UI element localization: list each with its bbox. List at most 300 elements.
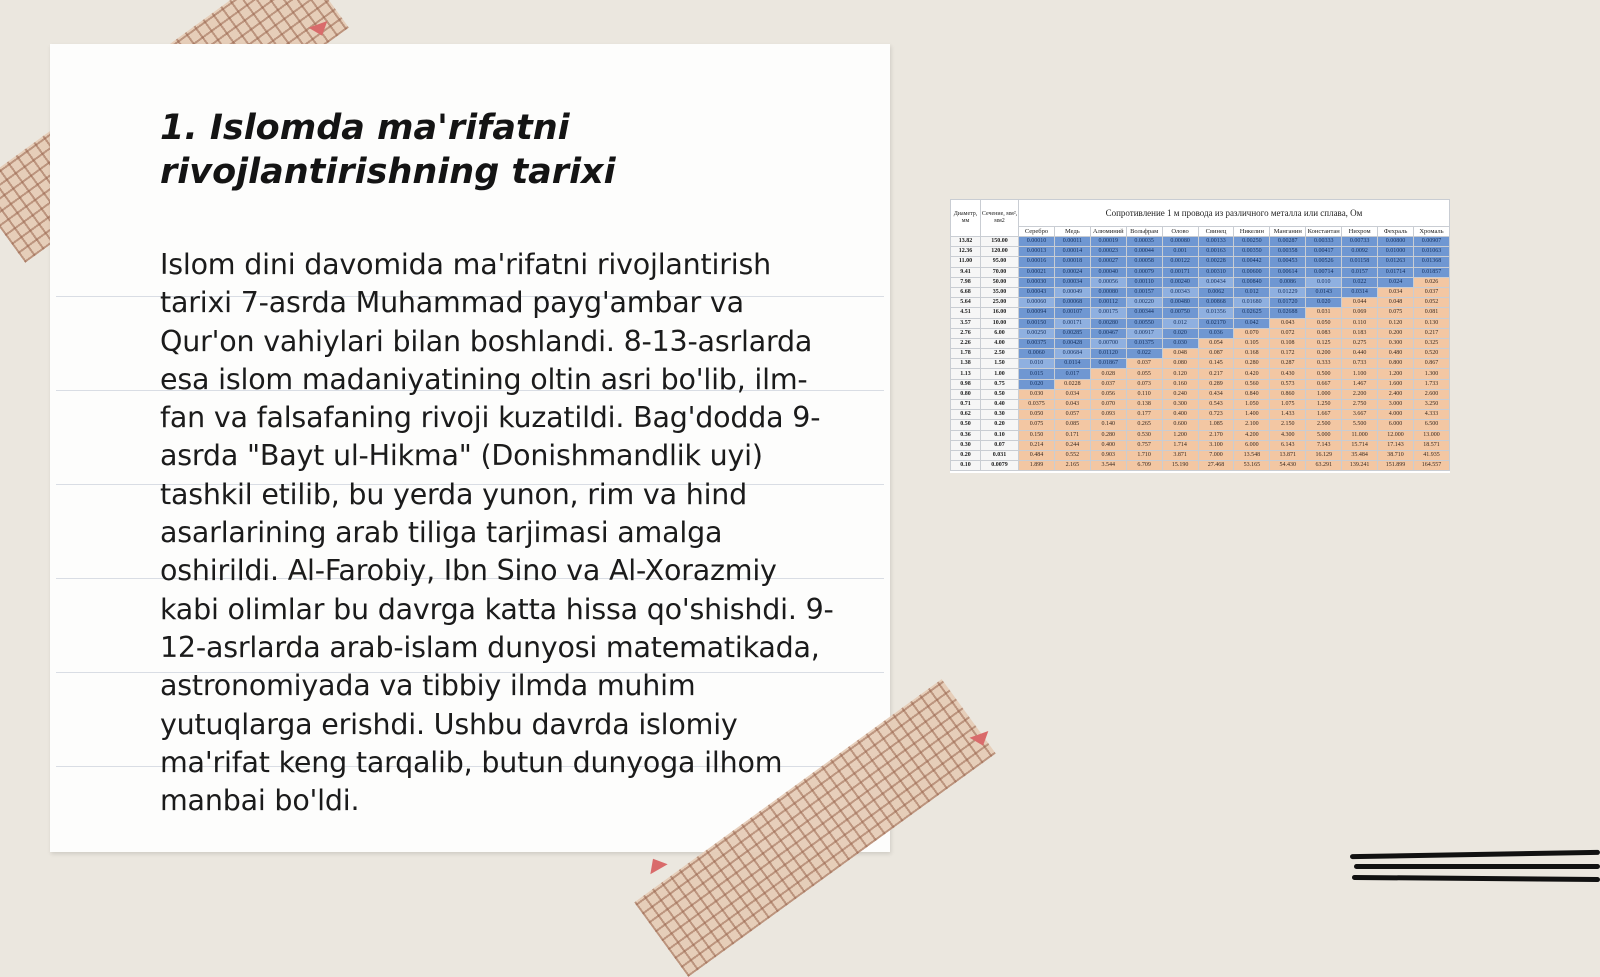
metal-header: Свинец [1198,227,1234,237]
section-header: Сечение, мм², мм2 [981,200,1019,237]
resistance-cell: 0.00228 [1198,257,1234,267]
resistance-cell: 0.01158 [1342,257,1378,267]
resistance-cell: 0.00040 [1090,267,1126,277]
diameter-cell: 7.98 [951,277,981,287]
resistance-cell: 6.000 [1378,420,1414,430]
resistance-cell: 0.01120 [1090,349,1126,359]
resistance-cell: 0.02688 [1270,308,1306,318]
resistance-cell: 0.00800 [1378,237,1414,247]
resistance-cell: 0.022 [1342,277,1378,287]
resistance-cell: 0.031 [1306,308,1342,318]
resistance-cell: 0.085 [1054,420,1090,430]
resistance-cell: 0.01263 [1378,257,1414,267]
resistance-cell: 2.600 [1413,389,1449,399]
resistance-cell: 4.300 [1270,430,1306,440]
section-cell: 10.00 [981,318,1019,328]
resistance-cell: 0.903 [1090,450,1126,460]
resistance-cell: 0.00110 [1126,277,1162,287]
resistance-cell: 0.00333 [1306,237,1342,247]
resistance-cell: 0.00043 [1019,287,1055,297]
table-main-header: Сопротивление 1 м провода из различного металла или сплава, Ом [1019,200,1450,227]
resistance-cell: 0.0060 [1019,349,1055,359]
resistance-cell: 0.010 [1306,277,1342,287]
resistance-cell: 0.00018 [1054,257,1090,267]
resistance-cell: 3.667 [1342,410,1378,420]
table-row [951,430,1450,440]
diameter-cell: 0.30 [951,440,981,450]
table-row [951,369,1450,379]
resistance-cell: 0.434 [1198,389,1234,399]
section-cell: 1.00 [981,369,1019,379]
metal-header: Медь [1054,227,1090,237]
metal-header: Алюминий [1090,227,1126,237]
diameter-cell: 0.50 [951,420,981,430]
table-row [951,237,1450,247]
resistance-cell: 1.667 [1306,410,1342,420]
metal-header: Константан [1307,228,1340,235]
resistance-cell: 2.500 [1306,420,1342,430]
resistance-cell: 0.020 [1019,379,1055,389]
section-cell: 1.50 [981,359,1019,369]
brush-stroke [1352,875,1600,882]
resistance-cell: 27.468 [1198,461,1234,471]
table-row [951,247,1450,257]
resistance-cell: 0.00358 [1270,247,1306,257]
section-cell: 0.40 [981,400,1019,410]
resistance-cell: 0.138 [1126,400,1162,410]
resistance-cell: 0.00080 [1090,287,1126,297]
resistance-cell: 0.00250 [1019,328,1055,338]
resistance-cell: 0.037 [1413,287,1449,297]
resistance-cell: 0.01368 [1413,257,1449,267]
resistance-cell: 0.500 [1306,369,1342,379]
resistance-cell: 0.00840 [1234,277,1270,287]
section-cell: 0.0079 [981,461,1019,471]
metal-header: Хромаль [1413,227,1449,237]
resistance-cell: 0.034 [1054,389,1090,399]
resistance-cell: 0.00917 [1126,328,1162,338]
resistance-cell: 0.012 [1162,318,1198,328]
resistance-cell: 0.012 [1234,287,1270,297]
resistance-cell: 0.800 [1378,359,1414,369]
resistance-cell: 0.573 [1270,379,1306,389]
resistance-cell: 0.048 [1162,349,1198,359]
resistance-cell: 0.028 [1090,369,1126,379]
resistance-cell: 0.00011 [1054,237,1090,247]
section-cell: 4.00 [981,338,1019,348]
resistance-cell: 0.00453 [1270,257,1306,267]
slide-title: 1. Islomda ma'rifatni rivojlantirishning tarixi [160,108,616,192]
metal-header: Манганин [1270,227,1306,237]
resistance-cell: 1.050 [1234,400,1270,410]
resistance-cell: 0.244 [1054,440,1090,450]
diameter-cell: 0.10 [951,461,981,471]
resistance-cell: 0.01680 [1234,298,1270,308]
resistance-cell: 0.00220 [1126,298,1162,308]
resistance-cell: 0.150 [1019,430,1055,440]
resistance-cell: 0.00240 [1162,277,1198,287]
section-cell: 0.10 [981,430,1019,440]
resistance-cell: 0.073 [1126,379,1162,389]
resistance-cell: 0.001 [1162,247,1198,257]
diameter-cell: 4.51 [951,308,981,318]
diameter-cell: 0.98 [951,379,981,389]
resistance-cell: 1.733 [1413,379,1449,389]
resistance-cell: 0.0114 [1054,359,1090,369]
metal-header: Серебро [1019,227,1055,237]
resistance-cell: 0.543 [1198,400,1234,410]
resistance-cell: 0.00614 [1270,267,1306,277]
resistance-cell: 13.548 [1234,450,1270,460]
resistance-cell: 0.075 [1019,420,1055,430]
resistance-cell: 0.072 [1270,328,1306,338]
resistance-cell: 38.710 [1378,450,1414,460]
diameter-cell: 1.13 [951,369,981,379]
resistance-cell: 0.00700 [1090,338,1126,348]
resistance-cell: 0.275 [1342,338,1378,348]
resistance-cell: 0.723 [1198,410,1234,420]
resistance-cell: 0.0092 [1342,247,1378,257]
resistance-cell: 0.057 [1054,410,1090,420]
resistance-cell: 0.00079 [1126,267,1162,277]
resistance-cell: 0.00171 [1162,267,1198,277]
resistance-cell: 2.200 [1342,389,1378,399]
resistance-cell: 0.0228 [1054,379,1090,389]
resistance-cell: 0.552 [1054,450,1090,460]
resistance-cell: 0.00024 [1054,267,1090,277]
resistance-cell: 0.00056 [1090,277,1126,287]
resistance-cell: 0.00600 [1234,267,1270,277]
table-row [951,379,1450,389]
resistance-cell: 0.0143 [1306,287,1342,297]
diameter-cell: 0.20 [951,450,981,460]
resistance-cell: 4.000 [1378,410,1414,420]
resistance-cell: 0.214 [1019,440,1055,450]
resistance-cell: 0.080 [1162,359,1198,369]
resistance-cell: 0.217 [1413,328,1449,338]
section-cell: 150.00 [981,237,1019,247]
resistance-cell: 1.200 [1378,369,1414,379]
diameter-cell: 0.71 [951,400,981,410]
resistance-cell: 1.600 [1378,379,1414,389]
resistance-cell: 1.250 [1306,400,1342,410]
resistance-cell: 17.143 [1378,440,1414,450]
resistance-cell: 0.265 [1126,420,1162,430]
resistance-cell: 0.048 [1378,298,1414,308]
resistance-cell: 0.00733 [1342,237,1378,247]
resistance-cell: 0.667 [1306,379,1342,389]
resistance-cell: 0.00287 [1270,237,1306,247]
resistance-cell: 3.000 [1378,400,1414,410]
resistance-cell: 0.00344 [1126,308,1162,318]
table-row [951,359,1450,369]
section-cell: 95.00 [981,257,1019,267]
resistance-cell: 0.083 [1306,328,1342,338]
resistance-cell: 0.00014 [1054,247,1090,257]
resistance-cell: 1.714 [1162,440,1198,450]
resistance-cell: 0.043 [1054,400,1090,410]
table-row [951,277,1450,287]
resistance-cell: 0.050 [1306,318,1342,328]
resistance-cell: 3.100 [1198,440,1234,450]
resistance-cell: 0.00044 [1126,247,1162,257]
resistance-cell: 0.055 [1126,369,1162,379]
resistance-cell: 0.171 [1054,430,1090,440]
table-row [951,257,1450,267]
resistance-cell: 0.00150 [1019,318,1055,328]
table-row [951,298,1450,308]
resistance-cell: 0.0375 [1019,400,1055,410]
resistance-cell: 0.240 [1162,389,1198,399]
resistance-cell: 0.00107 [1054,308,1090,318]
diameter-cell: 1.38 [951,359,981,369]
resistance-cell: 2.170 [1198,430,1234,440]
resistance-cell: 0.00049 [1054,287,1090,297]
resistance-cell: 0.00550 [1126,318,1162,328]
resistance-cell: 0.00907 [1413,237,1449,247]
resistance-cell: 0.00030 [1019,277,1055,287]
resistance-cell: 1.300 [1413,369,1449,379]
resistance-cell: 0.020 [1306,298,1342,308]
resistance-cell: 0.026 [1413,277,1449,287]
section-cell: 16.00 [981,308,1019,318]
resistance-cell: 3.871 [1162,450,1198,460]
resistance-cell: 0.00310 [1198,267,1234,277]
section-cell: 0.50 [981,389,1019,399]
diameter-cell: 0.36 [951,430,981,440]
resistance-cell: 54.430 [1270,461,1306,471]
resistance-cell: 0.01000 [1378,247,1414,257]
resistance-cell: 0.00023 [1090,247,1126,257]
resistance-cell: 0.105 [1234,338,1270,348]
resistance-cell: 0.110 [1126,389,1162,399]
resistance-cell: 41.935 [1413,450,1449,460]
resistance-cell: 0.070 [1234,328,1270,338]
section-cell: 70.00 [981,267,1019,277]
table-row [951,308,1450,318]
resistance-cell: 0.280 [1234,359,1270,369]
resistance-cell: 18.571 [1413,440,1449,450]
resistance-cell: 0.840 [1234,389,1270,399]
section-cell: 0.07 [981,440,1019,450]
resistance-cell: 0.289 [1198,379,1234,389]
resistance-cell: 0.093 [1090,410,1126,420]
resistance-cell: 0.400 [1162,410,1198,420]
resistance-cell: 0.087 [1198,349,1234,359]
resistance-cell: 0.00157 [1126,287,1162,297]
resistance-cell: 0.287 [1270,359,1306,369]
section-cell: 25.00 [981,298,1019,308]
resistance-cell: 2.150 [1270,420,1306,430]
diameter-cell: 13.82 [951,237,981,247]
diameter-cell: 12.36 [951,247,981,257]
diameter-cell: 9.41 [951,267,981,277]
resistance-cell: 164.557 [1413,461,1449,471]
section-cell: 0.75 [981,379,1019,389]
resistance-cell: 0.560 [1234,379,1270,389]
resistance-cell: 6.000 [1234,440,1270,450]
resistance-cell: 1.100 [1342,369,1378,379]
resistance-cell: 0.00750 [1162,308,1198,318]
resistance-cell: 53.165 [1234,461,1270,471]
metal-header: Нихром [1342,227,1378,237]
resistance-cell: 0.172 [1270,349,1306,359]
resistance-cell: 0.420 [1234,369,1270,379]
metal-header: Фехраль [1378,227,1414,237]
resistance-cell: 0.00343 [1162,287,1198,297]
resistance-cell: 6.709 [1126,461,1162,471]
resistance-cell: 0.00094 [1019,308,1055,318]
resistance-cell: 0.00428 [1054,338,1090,348]
resistance-cell: 0.530 [1126,430,1162,440]
resistance-cell: 0.125 [1306,338,1342,348]
resistance-cell: 0.01857 [1413,267,1449,277]
resistance-cell: 0.00021 [1019,267,1055,277]
pin-icon [644,854,667,874]
diameter-cell: 5.64 [951,298,981,308]
resistance-cell: 0.00019 [1090,237,1126,247]
resistance-cell: 0.484 [1019,450,1055,460]
table-row [951,338,1450,348]
resistance-cell: 0.010 [1019,359,1055,369]
resistance-cell: 35.484 [1342,450,1378,460]
resistance-cell: 6.143 [1270,440,1306,450]
section-cell: 0.031 [981,450,1019,460]
resistance-cell: 0.00035 [1126,237,1162,247]
resistance-cell: 0.01867 [1090,359,1126,369]
resistance-cell: 0.140 [1090,420,1126,430]
resistance-cell: 0.217 [1198,369,1234,379]
resistance-cell: 1.075 [1270,400,1306,410]
resistance-cell: 0.00133 [1198,237,1234,247]
table-row [951,318,1450,328]
resistance-cell: 0.160 [1162,379,1198,389]
resistance-cell: 0.0157 [1342,267,1378,277]
section-cell: 0.20 [981,420,1019,430]
resistance-cell: 13.871 [1270,450,1306,460]
resistance-cell: 0.036 [1198,328,1234,338]
resistance-cell: 0.333 [1306,359,1342,369]
slide-body-text: Islom dini davomida ma'rifatni rivojlantirish tarixi 7-asrda Muhammad payg'ambar va Qur'on vahiylari bilan boshlandi. 8-13-asrlarda esa islom madaniyatining oltin asri bo'lib, ilm-fan va falsafaning rivoji kuzatildi. Bag'dodda 9-asrda "Bayt ul-Hikma" (Donishmandlik uyi) tashkil etilib, bu yerda yunon, rim va hind asarlarining arab tiliga tarjimasi amalga oshirildi. Al-Farobiy, Ibn Sino va Al-Xorazmiy kabi olimlar bu davrga katta hissa qo'shishdi. 9-12-asrlarda arab-islam dunyosi matematikada, astronomiyada va tibbiy ilmda muhim yutuqlarga erishdi. Ushbu davrda islomiy ma'rifat keng tarqalib, butun dunyoga ilhom manbai bo'ldi. [160,248,834,818]
resistance-cell: 0.01356 [1198,308,1234,318]
resistance-cell: 0.00010 [1019,237,1055,247]
resistance-cell: 0.00122 [1162,257,1198,267]
diameter-cell: 2.76 [951,328,981,338]
resistance-cell: 0.081 [1413,308,1449,318]
resistance-cell: 0.022 [1126,349,1162,359]
resistance-cell: 0.01063 [1413,247,1449,257]
resistance-cell: 4.333 [1413,410,1449,420]
table-row [951,420,1450,430]
resistance-cell: 3.544 [1090,461,1126,471]
resistance-cell: 0.00250 [1234,237,1270,247]
resistance-cell: 0.01375 [1126,338,1162,348]
metal-header: Олово [1162,227,1198,237]
diameter-cell: 3.57 [951,318,981,328]
resistance-cell: 0.020 [1162,328,1198,338]
table-row [951,267,1450,277]
resistance-table [950,199,1450,471]
resistance-cell: 4.200 [1234,430,1270,440]
resistance-cell: 5.000 [1306,430,1342,440]
resistance-cell: 15.714 [1342,440,1378,450]
resistance-cell: 0.00027 [1090,257,1126,267]
section-cell: 35.00 [981,287,1019,297]
table-row [951,410,1450,420]
resistance-cell: 5.500 [1342,420,1378,430]
resistance-cell: 0.030 [1019,389,1055,399]
diameter-cell: 0.80 [951,389,981,399]
resistance-cell: 0.600 [1162,420,1198,430]
resistance-cell: 0.0086 [1270,277,1306,287]
resistance-cell: 0.00034 [1054,277,1090,287]
resistance-cell: 0.00434 [1198,277,1234,287]
resistance-cell: 0.00175 [1090,308,1126,318]
resistance-cell: 2.400 [1378,389,1414,399]
resistance-cell: 0.120 [1378,318,1414,328]
table-row [951,349,1450,359]
table-row [951,287,1450,297]
table-row [951,450,1450,460]
metal-header-row [951,227,1450,237]
resistance-cell: 0.044 [1342,298,1378,308]
resistance-cell: 0.0314 [1342,287,1378,297]
section-cell: 50.00 [981,277,1019,287]
resistance-cell: 0.110 [1342,318,1378,328]
resistance-cell: 0.280 [1090,430,1126,440]
resistance-cell: 0.145 [1198,359,1234,369]
section-cell: 120.00 [981,247,1019,257]
resistance-cell: 0.075 [1378,308,1414,318]
resistance-cell: 0.01714 [1378,267,1414,277]
resistance-cell: 12.000 [1378,430,1414,440]
resistance-cell: 0.00163 [1198,247,1234,257]
diameter-cell: 2.26 [951,338,981,348]
resistance-cell: 0.200 [1306,349,1342,359]
resistance-cell: 0.00375 [1019,338,1055,348]
resistance-cell: 0.183 [1342,328,1378,338]
note-paper [50,44,890,852]
resistance-cell: 1.200 [1162,430,1198,440]
resistance-cell: 0.0062 [1198,287,1234,297]
resistance-cell: 0.00714 [1306,267,1342,277]
resistance-cell: 0.015 [1019,369,1055,379]
resistance-cell: 1.400 [1234,410,1270,420]
brush-strokes-decor [1350,844,1600,894]
resistance-cell: 0.00280 [1090,318,1126,328]
resistance-cell: 0.070 [1090,400,1126,410]
resistance-cell: 0.00013 [1019,247,1055,257]
resistance-cell: 0.056 [1090,389,1126,399]
resistance-cell: 0.054 [1198,338,1234,348]
resistance-cell: 2.165 [1054,461,1090,471]
resistance-cell: 0.130 [1413,318,1449,328]
section-cell: 6.00 [981,328,1019,338]
table-row [951,461,1450,471]
resistance-cell: 0.052 [1413,298,1449,308]
resistance-cell: 0.325 [1413,338,1449,348]
resistance-cell: 3.250 [1413,400,1449,410]
resistance-cell: 0.037 [1090,379,1126,389]
resistance-cell: 0.00480 [1162,298,1198,308]
resistance-cell: 2.750 [1342,400,1378,410]
resistance-cell: 0.400 [1090,440,1126,450]
resistance-cell: 0.02625 [1234,308,1270,318]
resistance-cell: 0.043 [1270,318,1306,328]
resistance-cell: 0.02170 [1198,318,1234,328]
resistance-cell: 0.00526 [1306,257,1342,267]
resistance-cell: 0.00060 [1019,298,1055,308]
